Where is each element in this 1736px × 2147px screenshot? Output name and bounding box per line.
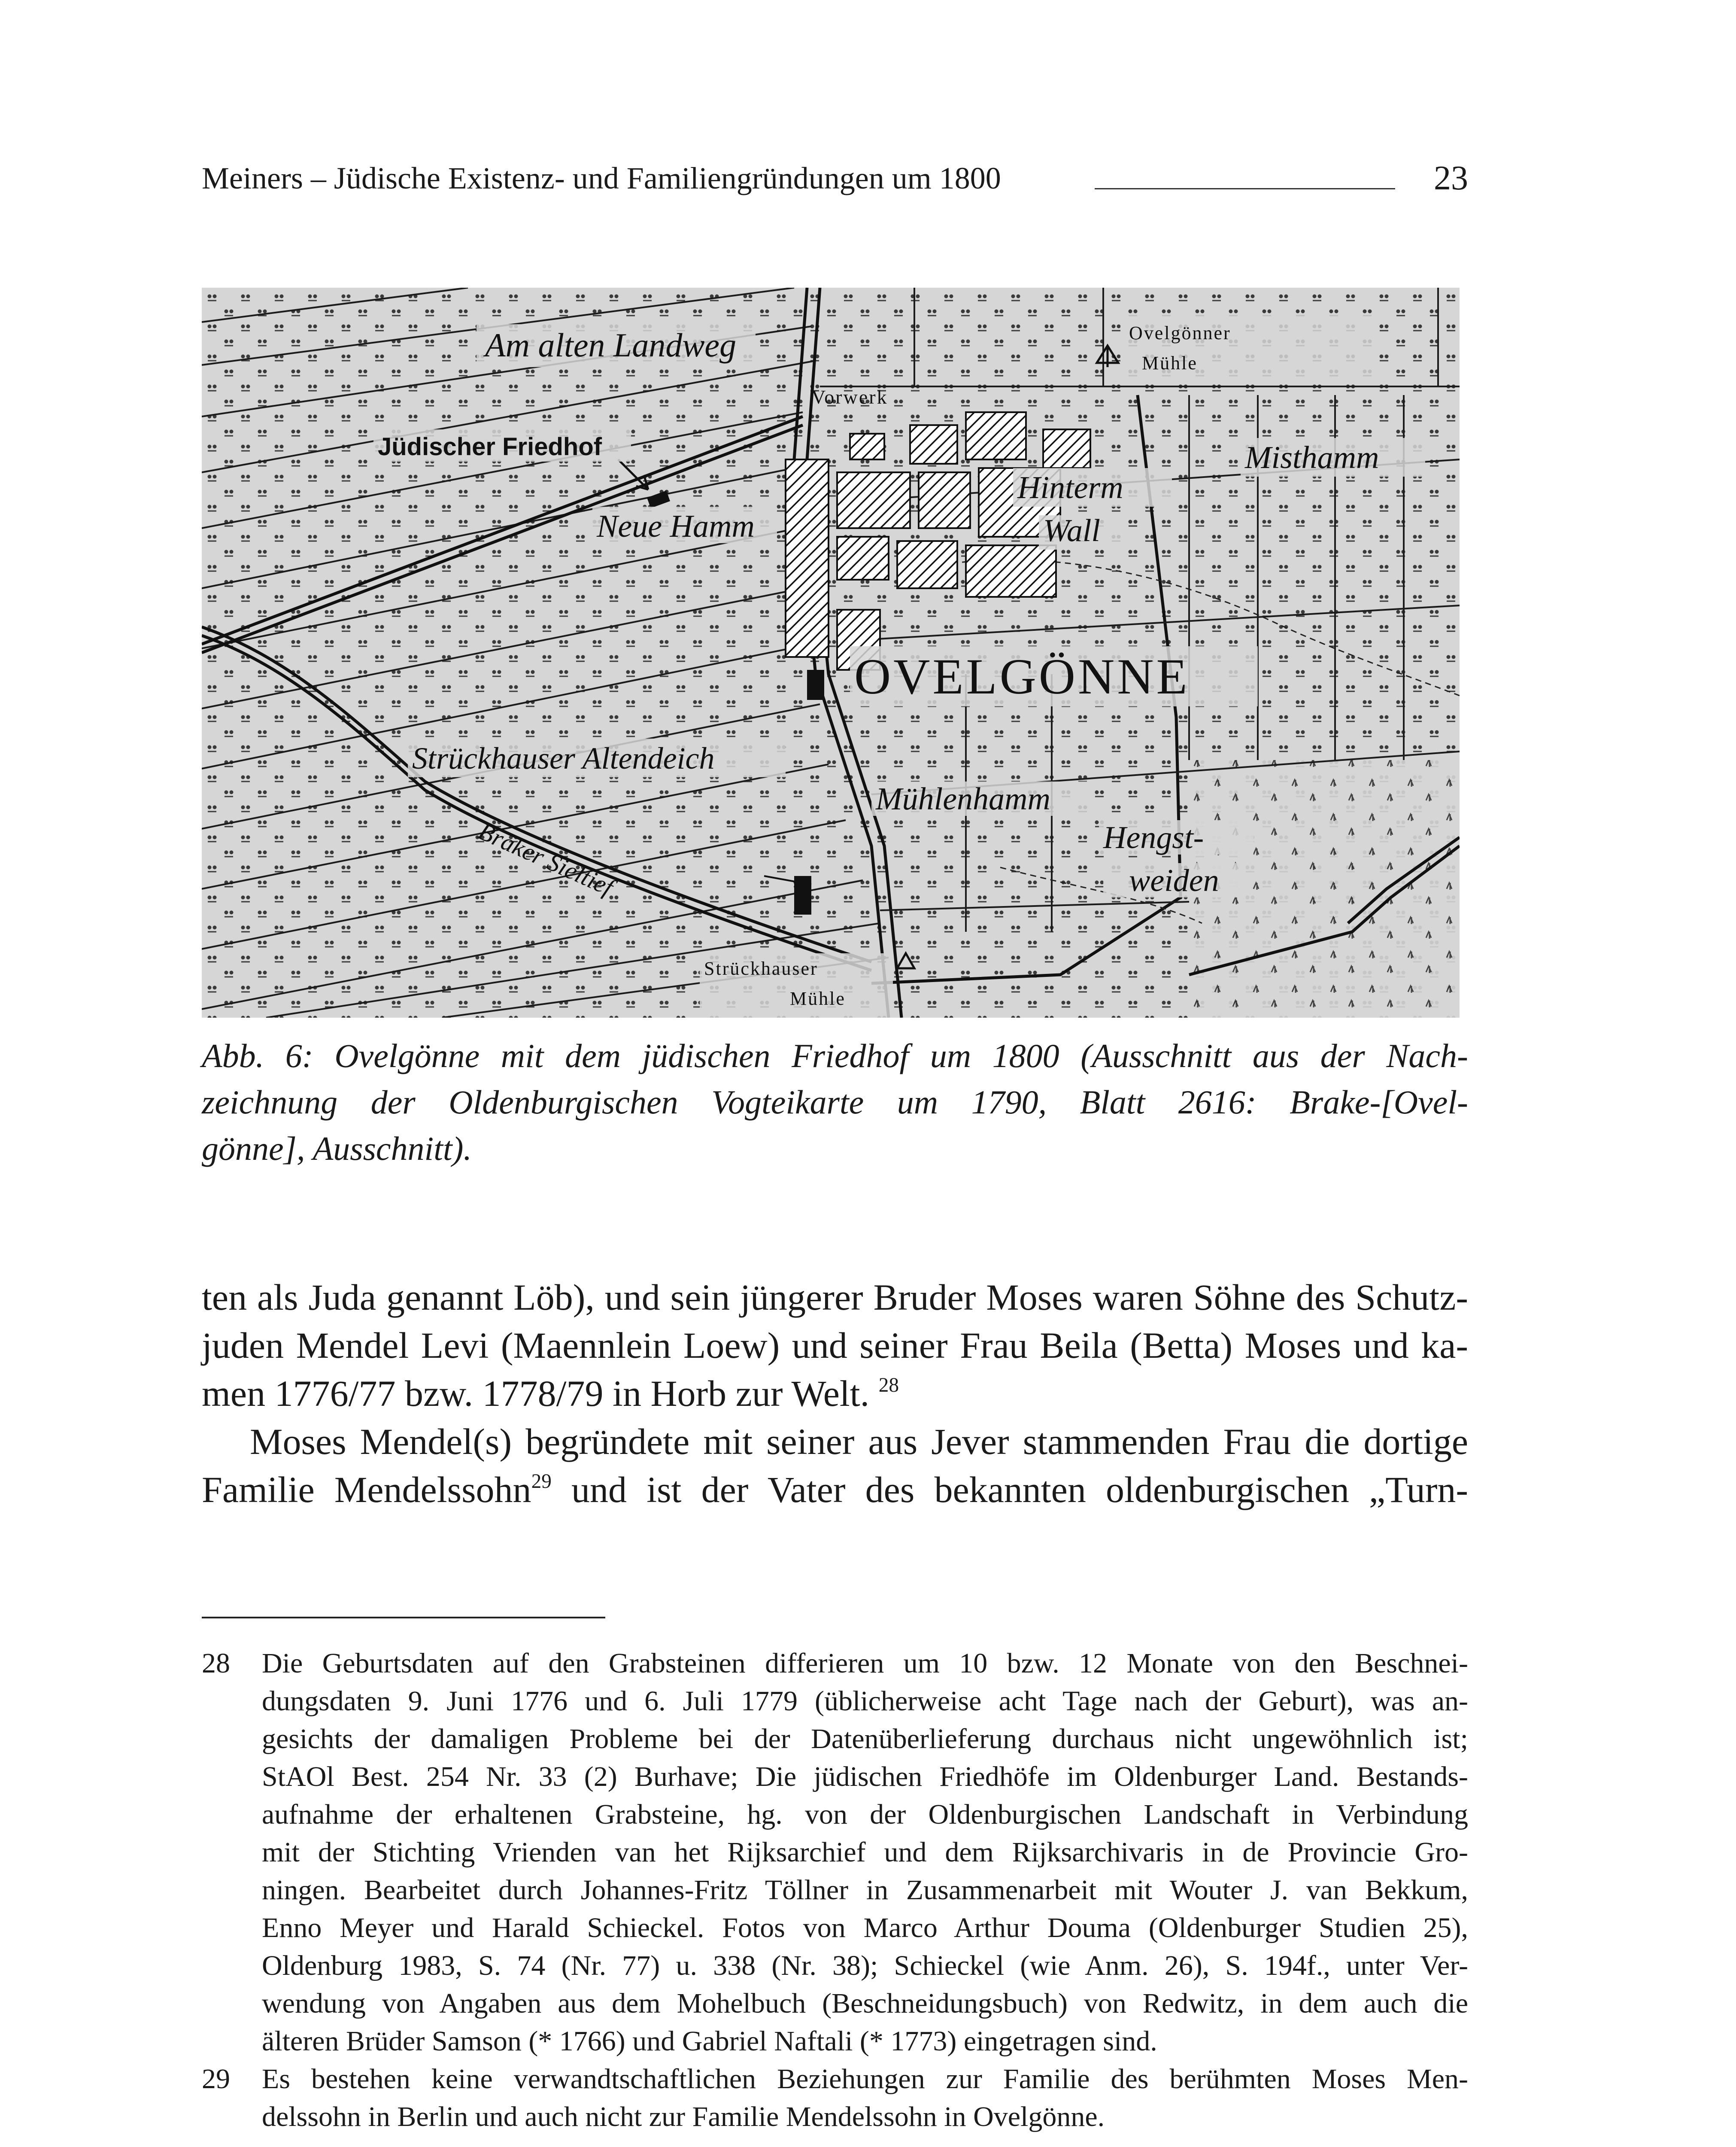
label-wall: Wall xyxy=(1043,513,1100,548)
footnote-line: dungsdaten 9. Juni 1776 und 6. Juli 1779 (üblicherweise acht Tage nach der Geburt), was an- xyxy=(262,1685,1468,1717)
running-head xyxy=(202,155,1468,202)
running-title: Meiners – Jüdische Existenz- und Familiengründungen um 1800 xyxy=(202,161,1001,195)
label-vorwerk: Vorwerk xyxy=(811,386,888,408)
footnote-line: Die Geburtsdaten auf den Grabsteinen differieren um 10 bzw. 12 Monate von den Beschnei- xyxy=(262,1648,1468,1679)
footnote-line: StAOl Best. 254 Nr. 33 (2) Burhave; Die jüdischen Friedhöfe im Oldenburger Land. Bestands- xyxy=(262,1761,1468,1792)
body-text xyxy=(202,1273,1468,1514)
figure-caption xyxy=(202,1033,1468,1172)
caption-line: gönne], Ausschnitt). xyxy=(202,1130,472,1167)
label-muehlenhamm: Mühlenhamm xyxy=(876,782,1050,817)
footnote-number: 28 xyxy=(202,1648,230,1679)
footnotes xyxy=(202,1645,1468,2136)
label-struckhauser-1: Strückhauser xyxy=(704,958,818,979)
footnote-line: delssohn in Berlin und auch nicht zur Familie Mendelssohn in Ovelgönne. xyxy=(262,2101,1105,2132)
running-head-rule xyxy=(1095,188,1395,189)
label-ovelgoenner-1: Ovelgönner xyxy=(1129,322,1231,344)
label-ovelgoenner-2: Mühle xyxy=(1142,353,1198,374)
caption-line: zeichnung der Oldenburgischen Vogteikarte um 1790, Blatt 2616: Brake-[Ovel- xyxy=(202,1083,1468,1121)
footnote-line: Es bestehen keine verwandtschaftlichen Beziehungen zur Familie des berühmten Moses Men- xyxy=(262,2063,1468,2095)
footnote-29 xyxy=(202,2060,1468,2136)
footnote-line: aufnahme der erhaltenen Grabsteine, hg. von der Oldenburgischen Landschaft in Verbindung xyxy=(262,1799,1468,1830)
footnote-line: ningen. Bearbeitet durch Johannes-Fritz Töllner in Zusammenarbeit mit Wouter J. van Bekkum, xyxy=(262,1874,1468,1906)
footnote-line: Oldenburg 1983, S. 74 (Nr. 77) u. 338 (Nr. 38); Schieckel (wie Anm. 26), S. 194f., unter Ver- xyxy=(262,1950,1468,1981)
footnote-separator xyxy=(202,1617,605,1618)
label-misthamm: Misthamm xyxy=(1245,440,1379,475)
label-struckhauser-altendeich: Strückhauser Altendeich xyxy=(412,741,715,775)
body-line-text: und ist der Vater des bekannten oldenburgischen „Turn- xyxy=(551,1469,1468,1510)
footnote-28 xyxy=(202,1645,1468,2060)
label-juedischer-friedhof: Jüdischer Friedhof xyxy=(378,433,602,461)
label-struckhauser-2: Mühle xyxy=(790,988,846,1009)
body-line xyxy=(202,1466,1468,1514)
map-image xyxy=(202,288,1460,1018)
footnote-ref-29[interactable]: 29 xyxy=(531,1470,552,1493)
body-line: Moses Mendel(s) begründete mit seiner aus Jever stammenden Frau die dortige xyxy=(250,1421,1468,1462)
body-line xyxy=(202,1369,1468,1417)
footnote-line: Enno Meyer und Harald Schieckel. Fotos von Marco Arthur Douma (Oldenburger Studien 25), xyxy=(262,1912,1468,1943)
label-ovelgoenne: OVELGÖNNE xyxy=(854,648,1190,705)
body-line-text: men 1776/77 bzw. 1778/79 in Horb zur Welt. xyxy=(202,1373,870,1414)
label-hinterm: Hinterm xyxy=(1017,470,1123,505)
caption-line: Abb. 6: Ovelgönne mit dem jüdischen Friedhof um 1800 (Ausschnitt aus der Nach- xyxy=(202,1037,1468,1074)
body-line: juden Mendel Levi (Maennlein Loew) und seiner Frau Beila (Betta) Moses und ka- xyxy=(202,1325,1468,1366)
label-braker-sieltief: Braker Sieltief xyxy=(474,817,618,901)
body-line-text: Familie Mendelssohn xyxy=(202,1469,531,1510)
map-figure xyxy=(202,288,1460,1018)
footnote-ref-28[interactable]: 28 xyxy=(878,1374,899,1396)
footnote-line: mit der Stichting Vrienden van het Rijksarchief und dem Rijksarchivaris in de Provincie Gro- xyxy=(262,1837,1468,1868)
label-am-alten-landweg: Am alten Landweg xyxy=(485,326,736,364)
page-number: 23 xyxy=(1434,159,1468,197)
label-hengst: Hengst- xyxy=(1103,820,1204,855)
footnote-line: gesichts der damaligen Probleme bei der Datenüberlieferung durchaus nicht ungewöhnlich ist; xyxy=(262,1723,1468,1755)
footnote-line: wendung von Angaben aus dem Mohelbuch (Beschneidungsbuch) von Redwitz, in dem auch die xyxy=(262,1988,1468,2019)
body-line: ten als Juda genannt Löb), und sein jüngerer Bruder Moses waren Söhne des Schutz- xyxy=(202,1277,1468,1318)
label-neue-hamm: Neue Hamm xyxy=(597,509,755,544)
label-weiden: weiden xyxy=(1129,863,1219,898)
footnote-number: 29 xyxy=(202,2063,230,2095)
footnote-line: älteren Brüder Samson (* 1766) und Gabriel Naftali (* 1773) eingetragen sind. xyxy=(262,2025,1157,2057)
